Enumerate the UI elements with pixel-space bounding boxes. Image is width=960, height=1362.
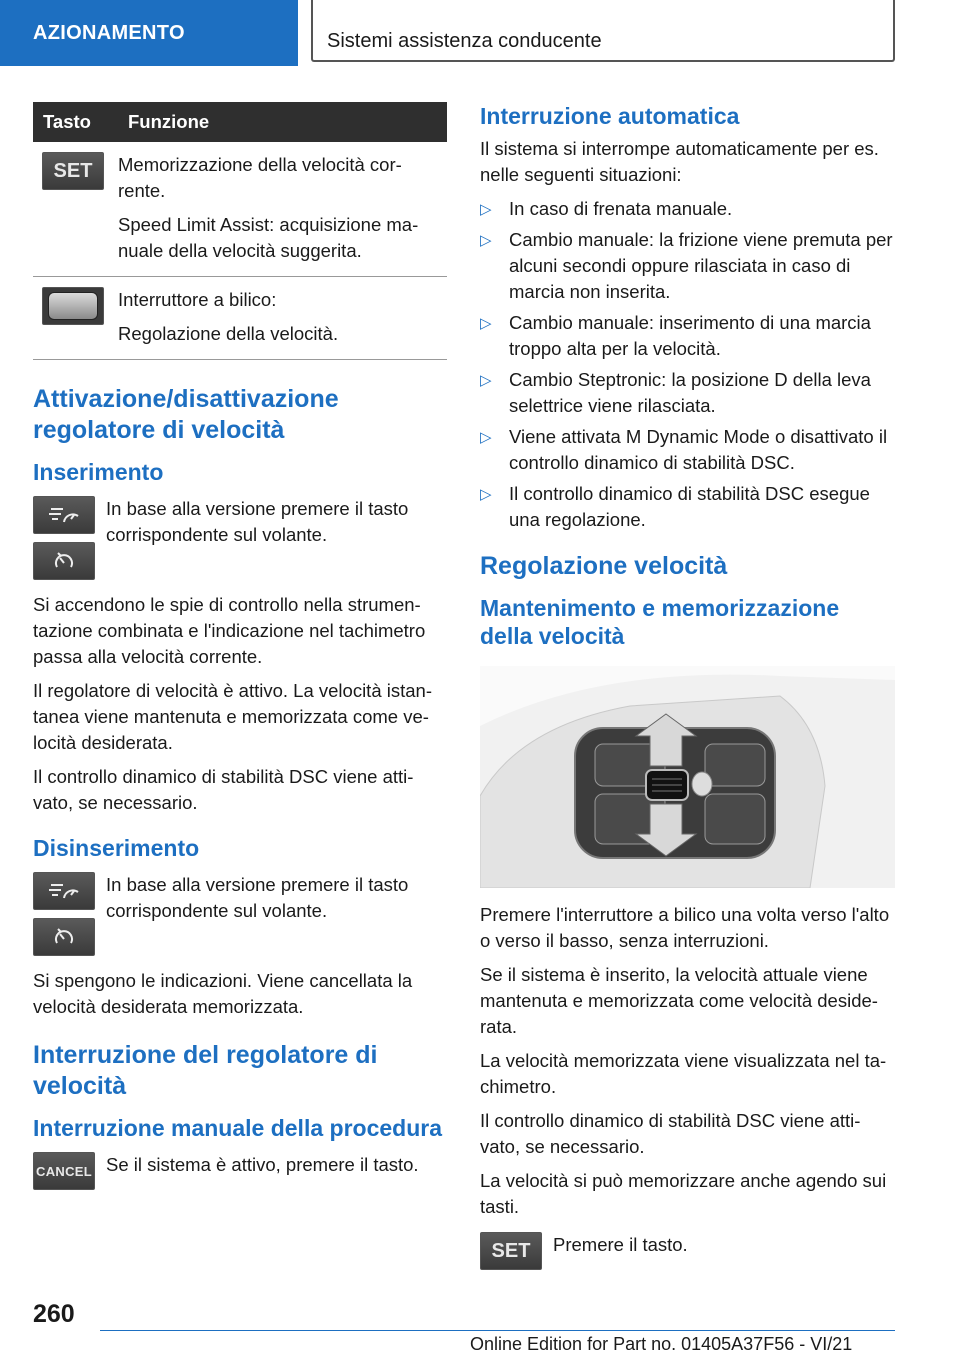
speed-limiter-icon bbox=[33, 918, 95, 956]
left-column bbox=[33, 102, 448, 1198]
table-cell-text: Interruttore a bilico: bbox=[118, 289, 277, 310]
on-key-text: In base alla versione premere il tasto corrispondente sul volante. bbox=[106, 498, 409, 545]
table-cell-text: Speed Limit Assist: acquisizione ma-nuale della velocità suggerita. bbox=[118, 214, 419, 261]
list-item: ▷ Viene attivata M Dynamic Mode o disattivato il controllo dinamico di stabilità DSC. bbox=[480, 426, 888, 473]
list-item: ▷ Cambio Steptronic: la posizione D della leva selettrice viene rilasciata. bbox=[480, 369, 871, 416]
set-key-row bbox=[480, 1232, 895, 1278]
cancel-key-row bbox=[33, 1152, 448, 1198]
triangle-bullet-icon: ▷ bbox=[480, 372, 492, 389]
triangle-bullet-icon: ▷ bbox=[480, 486, 492, 503]
section-title: AZIONAMENTO bbox=[0, 0, 298, 66]
set-text: Premere il tasto. bbox=[553, 1234, 688, 1255]
on-key-row bbox=[33, 496, 448, 588]
triangle-bullet-icon: ▷ bbox=[480, 315, 492, 332]
rocker-switch-icon bbox=[42, 287, 104, 325]
paragraph: Se il sistema è inserito, la velocità attuale viene mantenuta e memorizzata come velocità deside-rata. bbox=[480, 964, 878, 1037]
off-key-row bbox=[33, 872, 448, 964]
table-cell-text: Memorizzazione della velocità cor-rente. bbox=[118, 154, 402, 201]
list-item: ▷ Cambio manuale: inserimento di una marcia troppo alta per la velocità. bbox=[480, 312, 871, 359]
heading-keep: Mantenimento e memorizzazione della velocità bbox=[480, 595, 840, 649]
page-number: 260 bbox=[33, 1300, 75, 1328]
paragraph: Si accendono le spie di controllo nella strumen-tazione combinata e l'indicazione nel tachimetro passa alla velocità corrente. bbox=[33, 594, 426, 667]
chapter-title-text: Sistemi assistenza conducente bbox=[327, 30, 602, 52]
set-key-icon: SET bbox=[480, 1232, 542, 1270]
heading-off: Disinserimento bbox=[33, 835, 200, 861]
paragraph: La velocità si può memorizzare anche agendo sui tasti. bbox=[480, 1170, 887, 1217]
triangle-bullet-icon: ▷ bbox=[480, 232, 492, 249]
off-key-text: In base alla versione premere il tasto corrispondente sul volante. bbox=[106, 874, 409, 921]
paragraph: Il controllo dinamico di stabilità DSC viene atti-vato, se necessario. bbox=[480, 1110, 861, 1157]
chapter-title bbox=[311, 0, 895, 62]
heading-regulation: Regolazione velocità bbox=[480, 552, 728, 580]
footer-divider bbox=[100, 1330, 895, 1331]
page-header bbox=[0, 0, 960, 66]
cancel-key-icon: CANCEL bbox=[33, 1152, 95, 1190]
cancel-text: Se il sistema è attivo, premere il tasto. bbox=[106, 1154, 419, 1175]
heading-activation: Attivazione/disattivazione regolatore di velocità bbox=[33, 385, 339, 444]
edition-text: Online Edition for Part no. 01405A37F56 - VI/21 bbox=[470, 1334, 853, 1354]
paragraph: Il controllo dinamico di stabilità DSC viene atti-vato, se necessario. bbox=[33, 766, 414, 813]
paragraph: Il regolatore di velocità è attivo. La velocità istan-tanea viene mantenuta e memorizzata come ve-locità desiderata. bbox=[33, 680, 432, 753]
triangle-bullet-icon: ▷ bbox=[480, 201, 492, 218]
paragraph: Premere l'interruttore a bilico una volta verso l'alto o verso il basso, senza interruzioni. bbox=[480, 904, 890, 951]
set-key-icon: SET bbox=[42, 152, 104, 190]
steering-wheel-image bbox=[480, 666, 895, 888]
heading-on: Inserimento bbox=[33, 459, 164, 485]
list-item: ▷ Cambio manuale: la frizione viene premuta per alcuni secondi oppure rilasciata in caso di marcia non inserita. bbox=[480, 229, 893, 302]
paragraph: La velocità memorizzata viene visualizzata nel ta-chimetro. bbox=[480, 1050, 887, 1097]
cruise-control-icon bbox=[33, 872, 95, 910]
table-cell-text: Regolazione della velocità. bbox=[118, 323, 339, 344]
paragraph: Il sistema si interrompe automaticamente per es. nelle seguenti situazioni: bbox=[480, 138, 879, 185]
speed-limiter-icon bbox=[33, 542, 95, 580]
list-item: ▷ Il controllo dinamico di stabilità DSC esegue una regolazione. bbox=[480, 483, 870, 530]
table-row bbox=[33, 277, 447, 360]
cruise-control-icon bbox=[33, 496, 95, 534]
heading-interrupt: Interruzione del regolatore di velocità bbox=[33, 1041, 378, 1100]
heading-auto: Interruzione automatica bbox=[480, 103, 740, 129]
triangle-bullet-icon: ▷ bbox=[480, 429, 492, 446]
right-column bbox=[480, 102, 895, 1278]
list-item: ▷ In caso di frenata manuale. bbox=[480, 196, 895, 222]
table-row bbox=[33, 142, 447, 277]
table-header-key: Tasto bbox=[33, 102, 118, 142]
key-function-table bbox=[33, 102, 447, 360]
heading-manual: Interruzione manuale della procedura bbox=[33, 1115, 442, 1141]
table-header-function: Funzione bbox=[118, 102, 447, 142]
paragraph: Si spengono le indicazioni. Viene cancellata la velocità desiderata memorizzata. bbox=[33, 970, 413, 1017]
auto-list bbox=[480, 196, 895, 533]
